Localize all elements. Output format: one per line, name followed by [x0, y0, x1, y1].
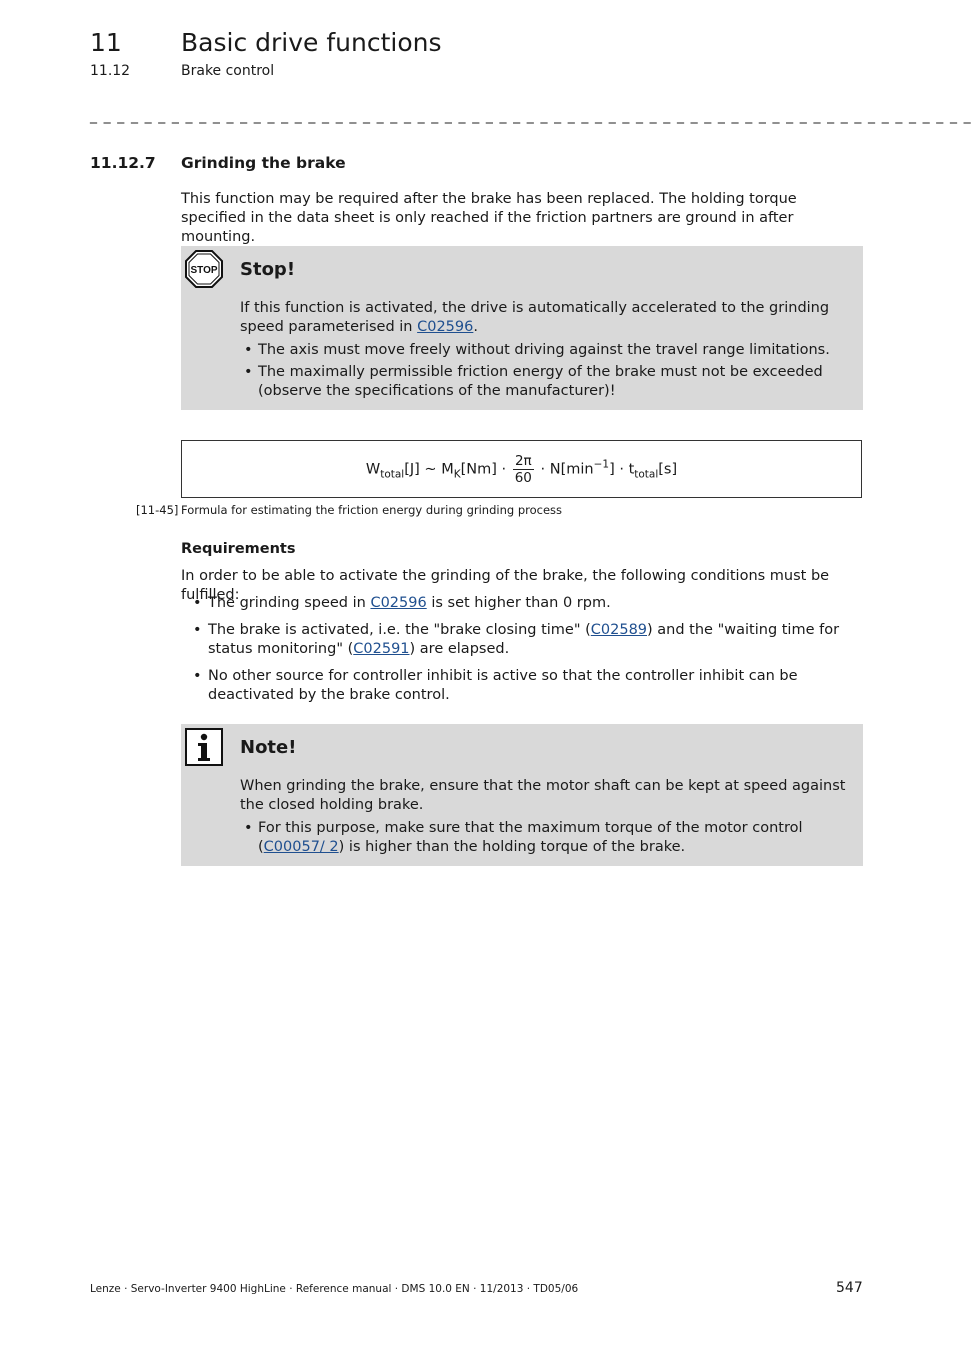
- section-title: Brake control: [181, 63, 275, 79]
- stop-bullet: • The axis must move freely without driving against the travel range limitations.: [240, 341, 852, 360]
- formula-box: [181, 440, 862, 498]
- chapter-title: Basic drive functions: [181, 28, 442, 57]
- requirements-intro: In order to be able to activate the grinding of the brake, the following conditions must be fulfilled:: [181, 568, 830, 603]
- note-title: Note!: [240, 737, 297, 758]
- stop-icon: [185, 250, 223, 288]
- requirements-list: [181, 594, 866, 713]
- list-item: • The brake is activated, i.e. the "brake closing time" (C02589) and the "waiting time for status monitoring" (C02591) are elapsed.: [181, 621, 866, 659]
- subsection-number: 11.12.7: [90, 154, 156, 172]
- caption-text: Formula for estimating the friction energy during grinding process: [181, 503, 563, 517]
- note-box: [181, 724, 863, 866]
- footer-text: Lenze · Servo-Inverter 9400 HighLine · Reference manual · DMS 10.0 EN · 11/2013 · TD05/06: [90, 1283, 579, 1295]
- link-c02591[interactable]: C02591: [353, 641, 410, 657]
- list-item: • The grinding speed in C02596 is set higher than 0 rpm.: [181, 594, 866, 613]
- caption-number: [11-45]: [136, 503, 179, 517]
- subsection-title: Grinding the brake: [181, 154, 346, 172]
- page-number: 547: [836, 1280, 863, 1296]
- list-item: • No other source for controller inhibit is active so that the controller inhibit can be deactivated by the brake control.: [181, 667, 866, 705]
- info-icon: [185, 728, 223, 766]
- link-c02596[interactable]: C02596: [417, 319, 474, 335]
- stop-title: Stop!: [240, 259, 296, 280]
- note-text: When grinding the brake, ensure that the motor shaft can be kept at speed against the closed holding brake. • For this purpose, make sure that the maximum torque of the motor control (C00057/ 2) is higher than the holding torque of the brake.: [240, 777, 852, 857]
- requirements-heading: Requirements: [181, 541, 296, 557]
- chapter-number: 11: [90, 28, 122, 57]
- intro-paragraph: This function may be required after the brake has been replaced. The holding torque specified in the data sheet is only reached if the friction partners are ground in after mounting.: [181, 191, 797, 245]
- link-c02596[interactable]: C02596: [370, 595, 427, 611]
- link-c00057[interactable]: C00057/ 2: [263, 839, 339, 855]
- header-separator: _ _ _ _ _ _ _ _ _ _ _ _ _ _ _ _ _ _ _ _ _ _ _ _ _ _ _ _ _ _ _ _ _ _ _ _ _ _ _ _ _ _ _ _ _ _ _ _ _ _ _ _ _ _ _ _ _ _ _ _ _ _ _ _ _: [90, 108, 972, 124]
- friction-energy-formula: $W_{total}[J]$ ~ $M_K[Nm]$ · $\frac{2\pi}{60}$ · $N[\min^{-1}] \cdot t_{total}[s]$: [365, 453, 678, 486]
- stop-bullet: • The maximally permissible friction energy of the brake must not be exceeded (observe the specifications of the manufacturer)!: [240, 363, 852, 401]
- stop-text: If this function is activated, the drive is automatically accelerated to the grinding speed parameterised in C02596. • The axis must move freely without driving against the travel range limitations. • The maximally permissible friction energy of the brake must not be exceeded (observe the specifications of the manufacturer)!: [240, 299, 852, 401]
- svg-text:STOP: STOP: [190, 265, 218, 276]
- section-number: 11.12: [90, 63, 131, 79]
- formula-fraction: $\frac{2\pi}{60}$: [514, 453, 532, 486]
- stop-box: [181, 246, 863, 410]
- note-bullet: • For this purpose, make sure that the maximum torque of the motor control (C00057/ 2) is higher than the holding torque of the brake.: [240, 819, 852, 857]
- link-c02589[interactable]: C02589: [590, 622, 648, 638]
